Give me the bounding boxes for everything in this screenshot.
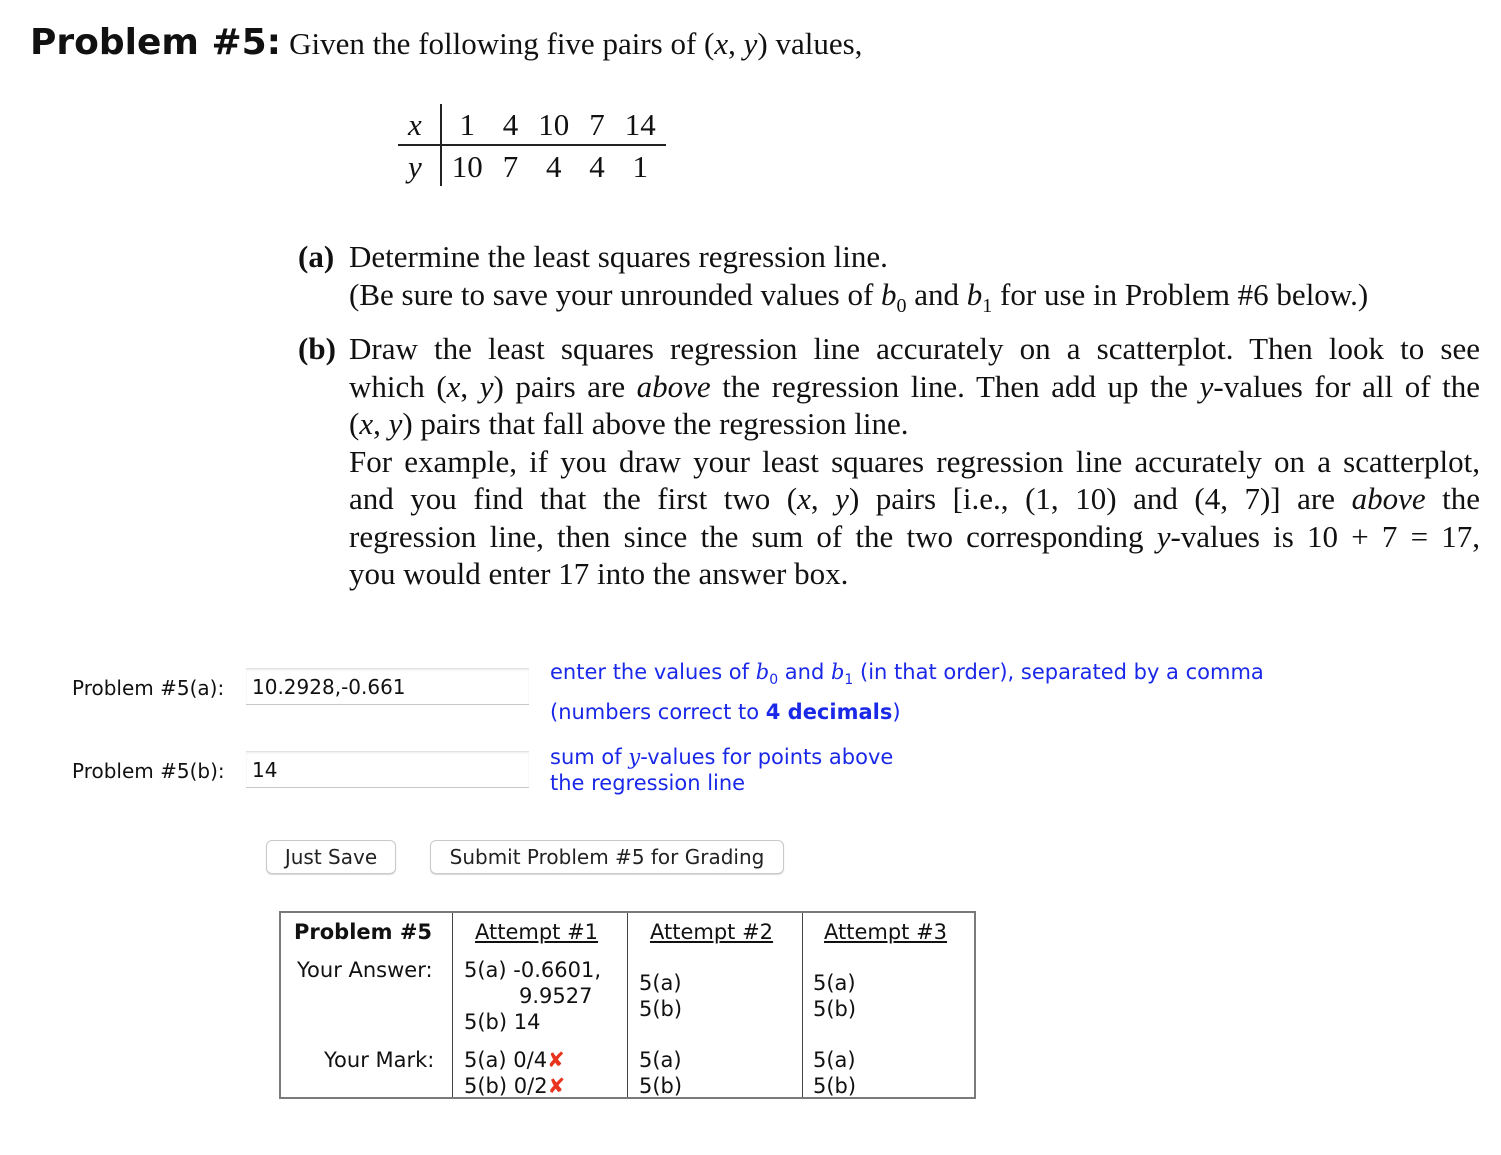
attempt-1-link[interactable]: Attempt #1 — [475, 920, 599, 944]
attempt-2-mark-a: 5(a) — [639, 1048, 682, 1072]
attempt-2-link[interactable]: Attempt #2 — [650, 920, 774, 944]
attempt-3-answer-a: 5(a) — [813, 971, 856, 995]
answer-a-input[interactable] — [246, 668, 529, 705]
y-header: y — [398, 145, 441, 186]
x-value: 10 — [528, 104, 579, 145]
attempt-1-answer-a: 5(a) -0.6601, — [464, 958, 602, 982]
part-b-line: Draw the least squares regression line accurately on a scatterplot. Then look to see — [349, 331, 1480, 366]
part-b-line: For example, if you draw your least squares regression line accurately on a scatterplot, — [349, 443, 1480, 479]
x-value: 1 — [441, 104, 493, 145]
x-value: 14 — [615, 104, 666, 145]
attempt-1-answer-b: 5(b) 14 — [464, 1010, 541, 1034]
answer-b-label: Problem #5(b): — [72, 759, 225, 783]
y-value: 4 — [546, 149, 562, 184]
x-value: 4 — [493, 104, 529, 145]
y-value: 7 — [502, 149, 519, 184]
part-a-line2: (Be sure to save your unrounded values of $b_0$ and $b_1$ for use in Problem #6 below.) — [349, 276, 1369, 317]
attempt-3-answer-b: 5(b) — [813, 997, 857, 1021]
cross-icon: ✘ — [547, 1074, 566, 1098]
part-b-line: you would enter 17 into the answer box. — [349, 556, 849, 591]
attempts-table — [279, 911, 976, 1099]
problem-intro: Given the following five pairs of (x, y) values, — [289, 26, 863, 61]
answer-b-input[interactable] — [246, 751, 529, 788]
attempt-3-link[interactable]: Attempt #3 — [824, 920, 948, 944]
attempt-2-answer-a: 5(a) — [639, 971, 682, 995]
problem-label: Problem #5: — [30, 22, 282, 63]
submit-grading-button[interactable]: Submit Problem #5 for Grading — [430, 840, 784, 874]
attempt-1-mark-b: 5(b) 0/2✘ — [464, 1074, 566, 1098]
answer-a-label: Problem #5(a): — [72, 676, 225, 700]
part-b-line: and you find that the first two (x, y) pairs [i.e., (1, 10) and (4, 7)] are above the — [349, 481, 1481, 516]
just-save-button[interactable]: Just Save — [266, 840, 396, 874]
your-answer-label: Your Answer: — [297, 958, 433, 982]
part-b-line: regression line, then since the sum of the two corresponding y-values is 10 + 7 = 17, — [349, 518, 1480, 554]
attempt-3-mark-b: 5(b) — [813, 1074, 857, 1098]
part-b-tag: (b) — [298, 331, 336, 366]
part-a-tag: (a) — [298, 239, 335, 274]
attempt-1-answer-a-cont: 9.9527 — [519, 984, 593, 1008]
y-value: 1 — [632, 149, 649, 184]
answer-b-hint: sum of y-values for points above the regression line — [550, 745, 894, 795]
attempt-2-answer-b: 5(b) — [639, 997, 683, 1021]
part-a-line1: Determine the least squares regression line. — [349, 239, 888, 274]
part-b-line: which (x, y) pairs are above the regression line. Then add up the y-values for all of the — [349, 368, 1480, 404]
part-b-line: (x, y) pairs that fall above the regression line. — [349, 406, 909, 441]
attempt-1-mark-a: 5(a) 0/4✘ — [464, 1048, 565, 1072]
y-value: 4 — [589, 149, 605, 184]
attempts-header: Problem #5 — [294, 920, 433, 944]
your-mark-label: Your Mark: — [324, 1048, 435, 1072]
attempt-2-mark-b: 5(b) — [639, 1074, 683, 1098]
x-value: 7 — [579, 104, 615, 145]
answer-a-hint: enter the values of $b_0$ and $b_1$ (in that order), separated by a comma (numbers correct to 4 decimals) — [550, 660, 1264, 725]
xy-data-table — [398, 104, 666, 186]
x-header: x — [398, 104, 441, 145]
y-value: 10 — [451, 149, 483, 184]
attempt-3-mark-a: 5(a) — [813, 1048, 856, 1072]
cross-icon: ✘ — [547, 1048, 565, 1072]
problem-heading — [30, 22, 862, 63]
